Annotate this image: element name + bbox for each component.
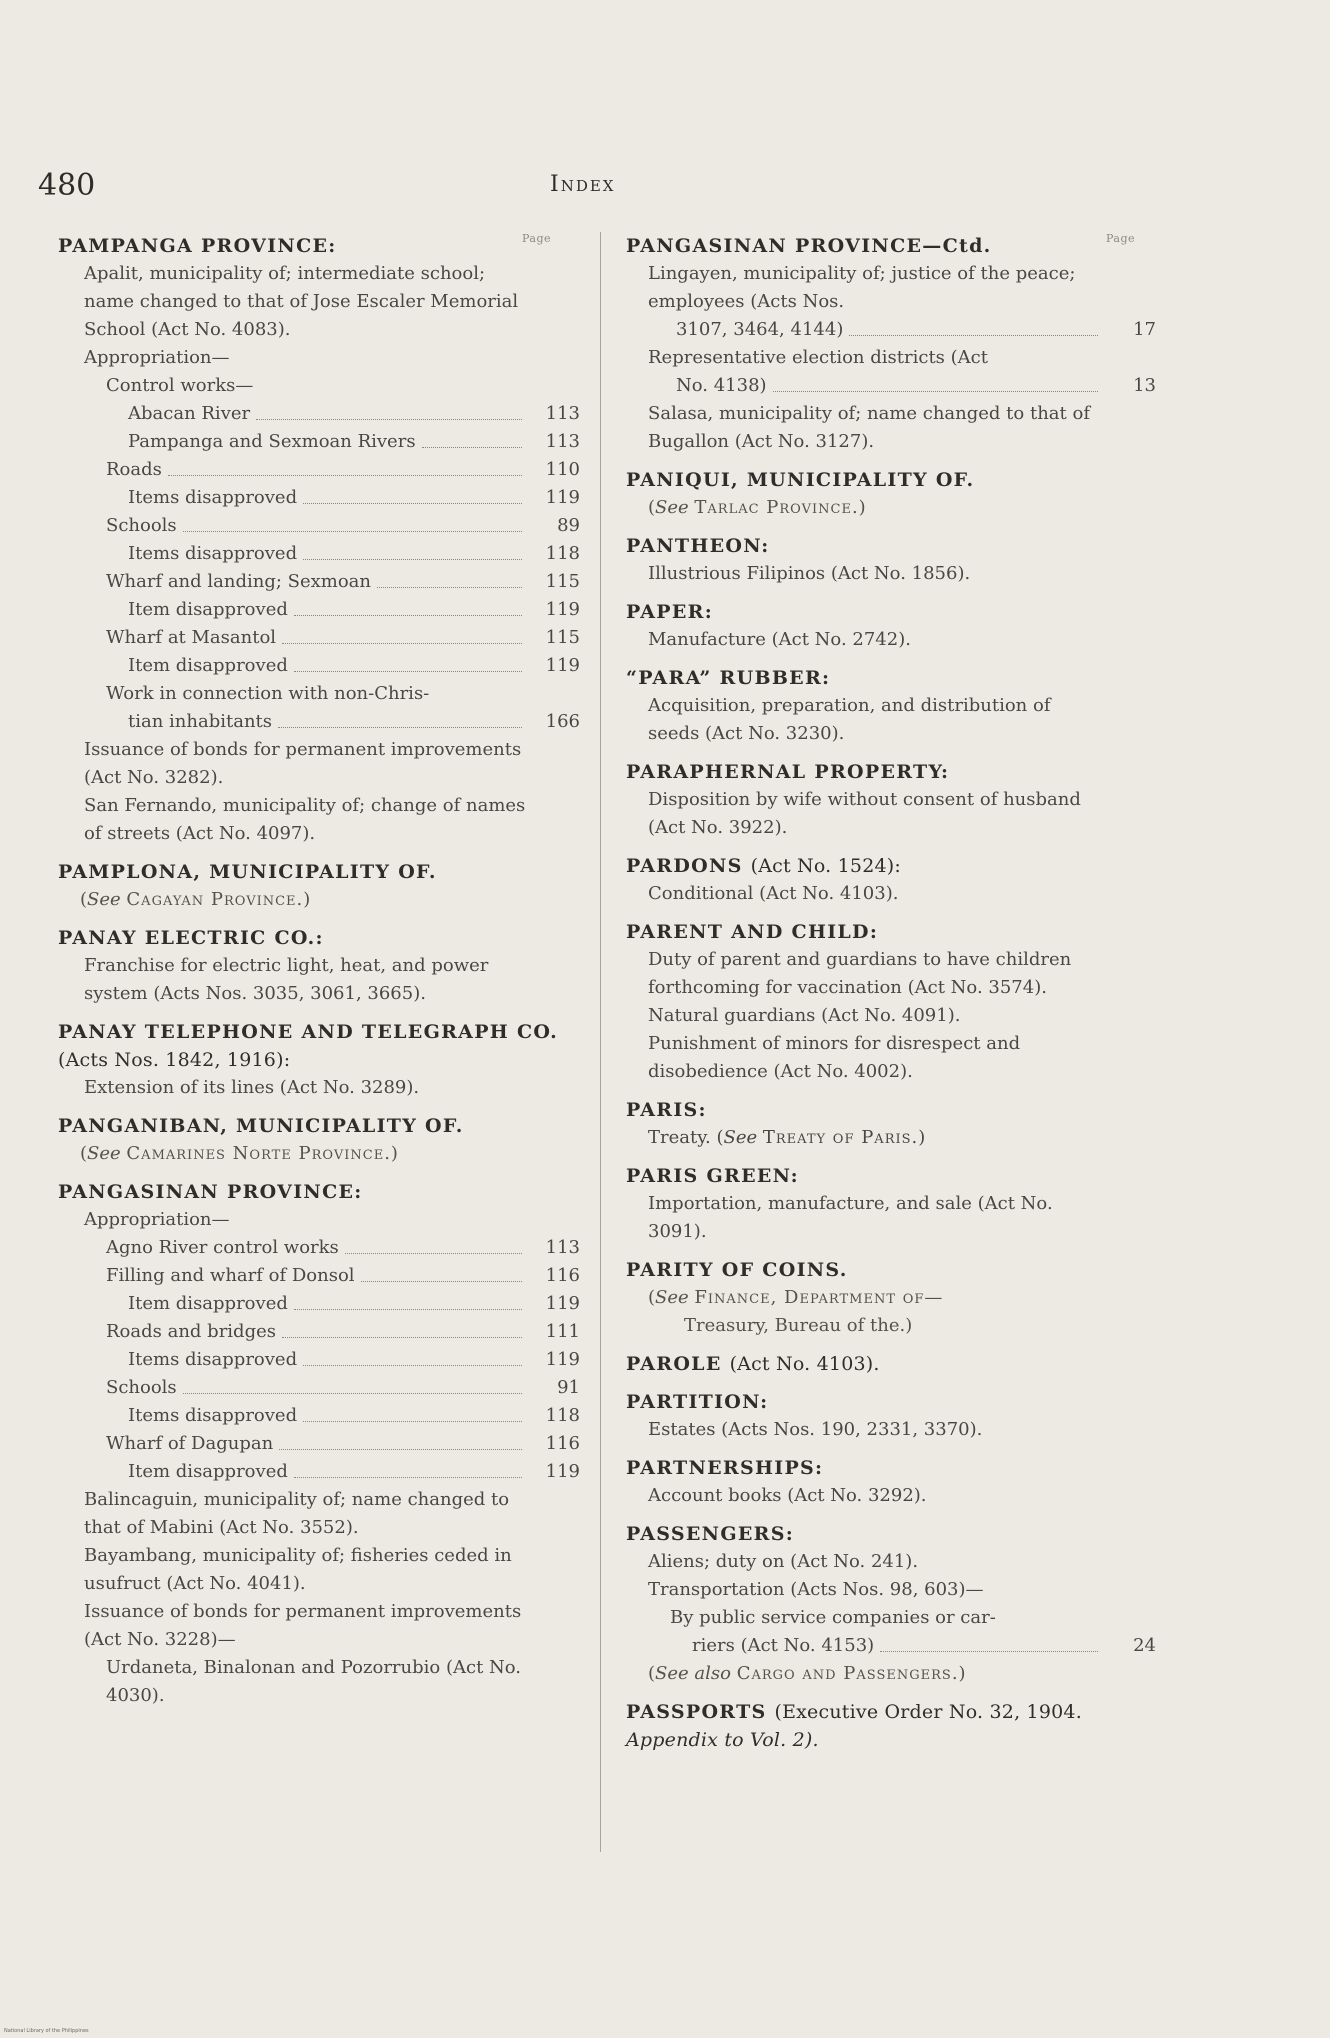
entry-text: Abacan River xyxy=(128,403,251,424)
entry-text: Item disapproved xyxy=(128,599,288,620)
index-line xyxy=(58,1290,580,1318)
see-label: See xyxy=(655,1287,689,1308)
leader-dots xyxy=(294,652,522,672)
index-heading: PANGASINAN PROVINCE: xyxy=(58,1181,363,1203)
cross-reference: (See Tarlac Province.) xyxy=(648,497,866,518)
leader-dots xyxy=(303,540,522,560)
leader-dots xyxy=(294,1290,522,1310)
entry-text: Roads and bridges xyxy=(106,1321,276,1342)
heading-act: (Executive Order No. 32, 1904. xyxy=(774,1701,1082,1723)
index-subentry: San Fernando, municipality of; change of names of streets (Act No. 4097). xyxy=(84,795,526,844)
leader-dots xyxy=(294,596,522,616)
page-ref: 118 xyxy=(545,543,580,564)
entry-text: Filling and wharf of Donsol xyxy=(106,1265,355,1286)
cross-reference: (See Finance, Department of— xyxy=(648,1287,944,1308)
heading-appendix: Appendix to Vol. 2). xyxy=(626,1729,819,1751)
see-target: Cargo and Passengers. xyxy=(736,1663,959,1684)
see-label: See xyxy=(87,1143,121,1164)
page-ref: 166 xyxy=(545,711,580,732)
index-subentry: Aliens; duty on (Act No. 241). xyxy=(648,1551,919,1572)
index-line xyxy=(58,1346,580,1374)
index-heading: PAPER: xyxy=(626,601,714,623)
page-ref: 119 xyxy=(545,1461,580,1482)
heading-text: PAROLE xyxy=(626,1353,722,1375)
leader-dots xyxy=(773,372,1098,392)
see-target: Finance, Department of— xyxy=(694,1287,944,1308)
scan-footer: National Library of the Philippines xyxy=(4,2028,89,2034)
see-label: See xyxy=(723,1127,758,1148)
index-subentry: Lingayen, municipality of; justice of the peace; employees (Acts Nos. xyxy=(648,263,1076,312)
page-ref: 119 xyxy=(545,655,580,676)
index-heading: PANIQUI, MUNICIPALITY OF. xyxy=(626,469,975,491)
entry-text: Items disapproved xyxy=(128,543,298,564)
index-subentry: Natural guardians (Act No. 4091). xyxy=(648,1005,961,1026)
index-subentry: Punishment of minors for disrespect and disobedience (Act No. 4002). xyxy=(648,1033,1021,1082)
page-number: 480 xyxy=(38,168,96,203)
index-subentry: Work in connection with non-Chris- xyxy=(106,683,430,704)
index-line xyxy=(58,1430,580,1458)
index-subentry: Issuance of bonds for permanent improvements (Act No. 3282). xyxy=(84,739,522,788)
index-subentry: Conditional (Act No. 4103). xyxy=(648,883,899,904)
index-heading: PARIS: xyxy=(626,1099,707,1121)
page-ref: 91 xyxy=(557,1377,580,1398)
see-target: Treasury, Bureau of the. xyxy=(684,1315,906,1336)
page-ref: 119 xyxy=(545,487,580,508)
cross-reference: (See Camarines Norte Province.) xyxy=(80,1143,398,1164)
page-ref: 13 xyxy=(1133,375,1156,396)
index-subentry: Apalit, municipality of; intermediate school; name changed to that of Jose Escaler Memorial School (Act No. 4083). xyxy=(84,263,519,340)
index-heading: PARTNERSHIPS: xyxy=(626,1457,824,1479)
cross-reference: (See also Cargo and Passengers.) xyxy=(648,1663,966,1684)
index-heading: PARITY OF COINS. xyxy=(626,1259,848,1281)
entry-text: Items disapproved xyxy=(128,1349,298,1370)
cross-reference: (See Cagayan Province.) xyxy=(80,889,311,910)
index-line xyxy=(58,1262,580,1290)
index-line xyxy=(58,708,580,736)
page-ref: 113 xyxy=(545,1237,580,1258)
index-subentry: Appropriation— xyxy=(84,347,230,368)
leader-dots xyxy=(279,1430,522,1450)
index-line xyxy=(626,316,1156,344)
index-heading: PAMPANGA PROVINCE: xyxy=(58,235,337,257)
heading-text: PARDONS xyxy=(626,855,743,877)
index-line xyxy=(626,1632,1156,1660)
index-subentry: Representative election districts (Act xyxy=(648,347,988,368)
index-line xyxy=(58,484,580,512)
index-line xyxy=(58,1458,580,1486)
leader-dots xyxy=(361,1262,522,1282)
index-line xyxy=(58,1374,580,1402)
index-heading: “PARA” RUBBER: xyxy=(626,667,831,689)
index-line xyxy=(58,1318,580,1346)
leader-dots xyxy=(345,1234,522,1254)
entry-text: Item disapproved xyxy=(128,1461,288,1482)
entry-text: Roads xyxy=(106,459,162,480)
index-line xyxy=(58,568,580,596)
index-line xyxy=(58,400,580,428)
leader-dots xyxy=(849,316,1098,336)
leader-dots xyxy=(303,1402,522,1422)
index-subentry: Estates (Acts Nos. 190, 2331, 3370). xyxy=(648,1419,983,1440)
page-ref: 24 xyxy=(1133,1635,1156,1656)
page-ref: 116 xyxy=(545,1265,580,1286)
index-line xyxy=(58,624,580,652)
index-subentry: Balincaguin, municipality of; name changed to that of Mabini (Act No. 3552). xyxy=(84,1489,510,1538)
index-heading: PARTITION: xyxy=(626,1391,769,1413)
index-subentry: Extension of its lines (Act No. 3289). xyxy=(84,1077,420,1098)
index-line xyxy=(58,428,580,456)
index-heading xyxy=(626,1698,1156,1754)
page-ref: 115 xyxy=(545,627,580,648)
index-heading: PARAPHERNAL PROPERTY: xyxy=(626,761,950,783)
entry-text: Wharf at Masantol xyxy=(106,627,277,648)
index-heading: PANGASINAN PROVINCE—Ctd. xyxy=(626,235,992,257)
heading-act: (Act No. 4103). xyxy=(729,1353,880,1375)
index-heading: PAMPLONA, MUNICIPALITY OF. xyxy=(58,861,437,883)
heading-text: PASSPORTS xyxy=(626,1701,767,1723)
running-head: Index xyxy=(550,172,616,197)
entry-text: No. 4138) xyxy=(676,375,767,396)
page-ref: 115 xyxy=(545,571,580,592)
page-ref: 118 xyxy=(545,1405,580,1426)
index-subentry: Manufacture (Act No. 2742). xyxy=(648,629,911,650)
index-heading: PASSENGERS: xyxy=(626,1523,795,1545)
page-column-label-right: Page xyxy=(1106,232,1136,245)
index-line xyxy=(58,1234,580,1262)
leader-dots xyxy=(294,1458,522,1478)
index-heading xyxy=(626,1350,1156,1378)
entry-text: tian inhabitants xyxy=(128,711,273,732)
leader-dots xyxy=(278,708,522,728)
index-subentry: Control works— xyxy=(106,375,254,396)
leader-dots xyxy=(183,512,522,532)
entry-text: Wharf and landing; Sexmoan xyxy=(106,571,372,592)
page-ref: 110 xyxy=(545,459,580,480)
index-subentry: By public service companies or car- xyxy=(670,1607,996,1628)
page-ref: 113 xyxy=(545,403,580,424)
entry-text: riers (Act No. 4153) xyxy=(692,1635,875,1656)
leader-dots xyxy=(377,568,522,588)
page-ref: 119 xyxy=(545,599,580,620)
entry-text: Items disapproved xyxy=(128,1405,298,1426)
index-heading: PANTHEON: xyxy=(626,535,770,557)
index-line xyxy=(58,652,580,680)
index-subentry: Urdaneta, Binalonan and Pozorrubio (Act No. 4030). xyxy=(106,1657,522,1706)
leader-dots xyxy=(256,400,522,420)
entry-text: Items disapproved xyxy=(128,487,298,508)
leader-dots xyxy=(282,1318,522,1338)
page-ref: 17 xyxy=(1133,319,1156,340)
index-subentry: Appropriation— xyxy=(84,1209,230,1230)
heading-act: (Acts Nos. 1842, 1916): xyxy=(58,1049,291,1071)
see-label: See xyxy=(87,889,121,910)
leader-dots xyxy=(168,456,522,476)
entry-text: Item disapproved xyxy=(128,655,288,676)
index-subentry: Franchise for electric light, heat, and power system (Acts Nos. 3035, 3061, 3665). xyxy=(84,955,489,1004)
index-subentry: Bayambang, municipality of; fisheries ceded in usufruct (Act No. 4041). xyxy=(84,1545,512,1594)
entry-text: Schools xyxy=(106,515,177,536)
heading-act: (Act No. 1524): xyxy=(750,855,902,877)
index-heading: PARIS GREEN: xyxy=(626,1165,799,1187)
left-column xyxy=(58,232,580,1710)
see-target: Camarines Norte Province. xyxy=(126,1143,391,1164)
index-subentry: Salasa, municipality of; name changed to that of Bugallon (Act No. 3127). xyxy=(648,403,1090,452)
leader-dots xyxy=(303,1346,522,1366)
index-line xyxy=(58,540,580,568)
index-line xyxy=(58,456,580,484)
index-subentry: Acquisition, preparation, and distribution of seeds (Act No. 3230). xyxy=(648,695,1051,744)
index-line xyxy=(58,596,580,624)
see-label: See xyxy=(655,497,689,518)
leader-dots xyxy=(422,428,522,448)
entry-text: Schools xyxy=(106,1377,177,1398)
index-subentry: Duty of parent and guardians to have children forthcoming for vaccination (Act No. 3574). xyxy=(648,949,1072,998)
index-line xyxy=(58,512,580,540)
see-target: Treaty of Paris. xyxy=(762,1127,919,1148)
cross-reference-continued: Treasury, Bureau of the.) xyxy=(684,1315,913,1336)
leader-dots xyxy=(880,1632,1098,1652)
page-ref: 89 xyxy=(557,515,580,536)
entry-text: Treaty. xyxy=(648,1127,711,1148)
see-target: Cagayan Province. xyxy=(126,889,304,910)
index-subentry: Illustrious Filipinos (Act No. 1856). xyxy=(648,563,971,584)
entry-text: Pampanga and Sexmoan Rivers xyxy=(128,431,416,452)
index-subentry: Importation, manufacture, and sale (Act No. 3091). xyxy=(648,1193,1053,1242)
entry-text: 3107, 3464, 4144) xyxy=(676,319,844,340)
heading-text: PANAY TELEPHONE AND TELEGRAPH CO. xyxy=(58,1021,559,1043)
page-ref: 119 xyxy=(545,1293,580,1314)
see-label: See also xyxy=(655,1663,731,1684)
index-subentry: Issuance of bonds for permanent improvements (Act No. 3228)— xyxy=(84,1601,522,1650)
index-subentry: Account books (Act No. 3292). xyxy=(648,1485,927,1506)
index-subentry: Disposition by wife without consent of husband (Act No. 3922). xyxy=(648,789,1081,838)
index-heading xyxy=(58,1018,580,1074)
page-ref: 116 xyxy=(545,1433,580,1454)
index-heading: PARENT AND CHILD: xyxy=(626,921,879,943)
page-ref: 111 xyxy=(545,1321,580,1342)
right-column xyxy=(626,232,1156,1754)
column-divider xyxy=(600,232,601,1852)
entry-text: Item disapproved xyxy=(128,1293,288,1314)
leader-dots xyxy=(282,624,522,644)
leader-dots xyxy=(183,1374,522,1394)
index-subentry: Transportation (Acts Nos. 98, 603)— xyxy=(648,1579,984,1600)
entry-text: Agno River control works xyxy=(106,1237,339,1258)
index-heading: PANAY ELECTRIC CO.: xyxy=(58,927,324,949)
index-subentry: Treaty. (See Treaty of Paris.) xyxy=(648,1127,926,1148)
leader-dots xyxy=(303,484,522,504)
page-column-label-left: Page xyxy=(522,232,552,245)
see-target: Tarlac Province. xyxy=(694,497,859,518)
entry-text: Wharf of Dagupan xyxy=(106,1433,274,1454)
index-heading: PANGANIBAN, MUNICIPALITY OF. xyxy=(58,1115,464,1137)
index-heading xyxy=(626,852,1156,880)
page-ref: 113 xyxy=(545,431,580,452)
page-ref: 119 xyxy=(545,1349,580,1370)
index-line xyxy=(58,1402,580,1430)
index-line xyxy=(626,372,1156,400)
